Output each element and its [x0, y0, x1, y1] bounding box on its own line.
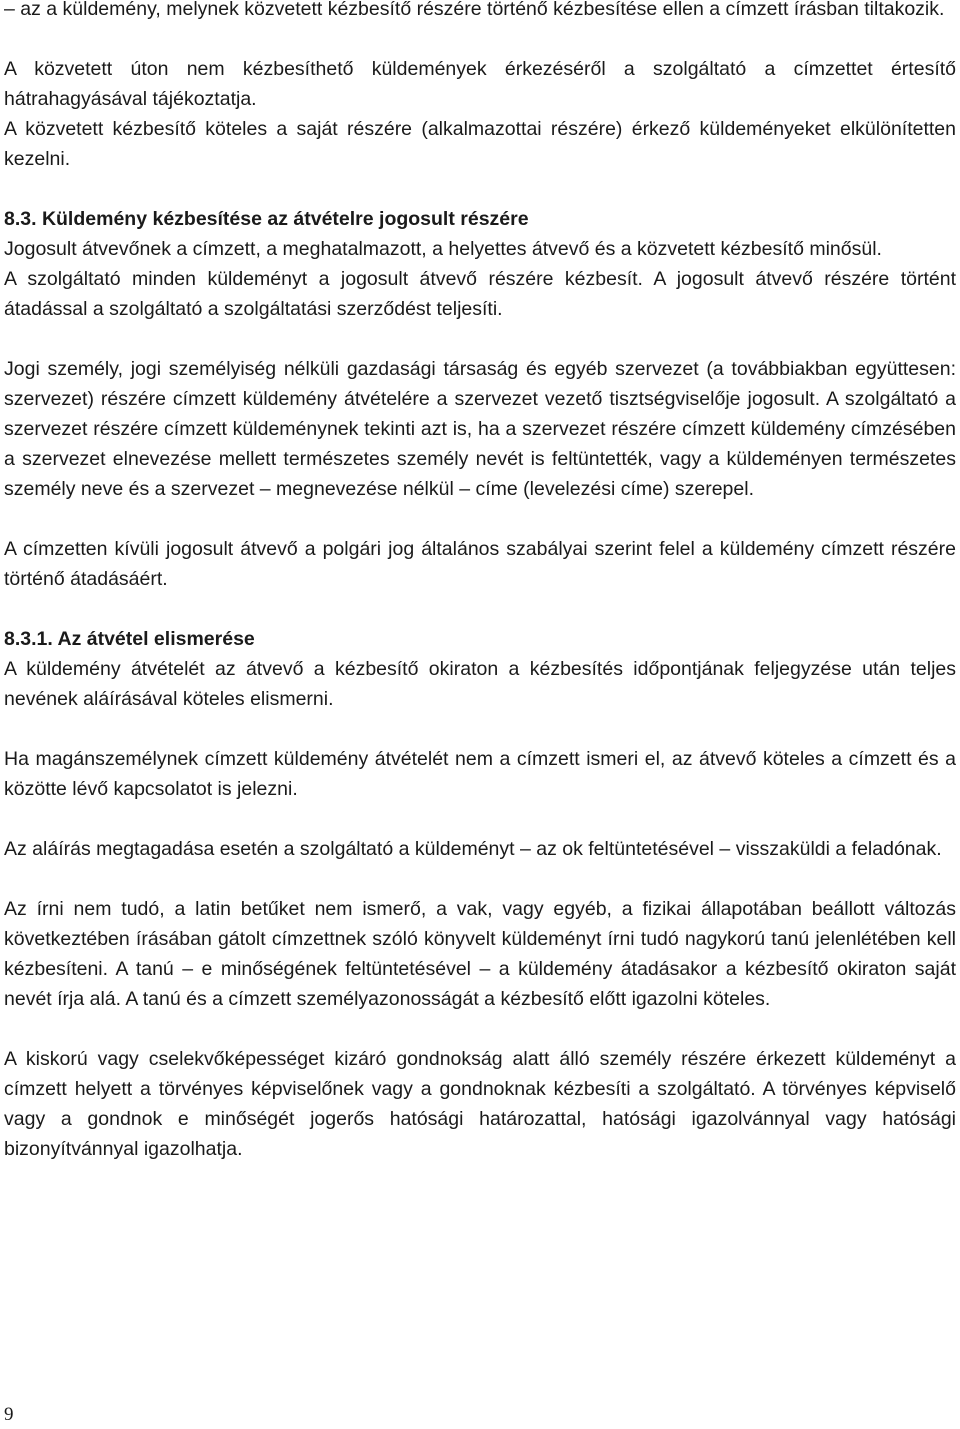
- spacer: [4, 864, 956, 894]
- paragraph: A kiskorú vagy cselekvőképességet kizáró gondnokság alatt álló személy részére érkezett küldeményt a címzett helyett a törvényes képviselőnek vagy a gondnoknak kézbesíti a szolgáltató. A törvényes képviselő vagy a gondnok e minőségét jogerős hatósági határozattal, hatósági igazolvánnyal vagy hatósági bizonyítvánnyal igazolhatja.: [4, 1048, 956, 1160]
- paragraph: Az írni nem tudó, a latin betűket nem ismerő, a vak, vagy egyéb, a fizikai állapotában beállott változás következtében írásában gátolt címzettnek szóló könyvelt küldeményt írni tudó nagykorú tanú jelenlétében kell kézbesíteni. A tanú – e minőségének feltüntetésével – a küldemény átadásakor a kézbesítő okiraton saját nevét írja alá. A tanú és a címzett személyazonosságát a kézbesítő előtt igazolni köteles.: [4, 898, 956, 1010]
- paragraph: A közvetett kézbesítő köteles a saját részére (alkalmazottai részére) érkező küldeményeket elkülönítetten kezelni.: [4, 118, 956, 170]
- section-heading-8-3: 8.3. Küldemény kézbesítése az átvételre jogosult részére: [4, 208, 529, 230]
- paragraph: A szolgáltató minden küldeményt a jogosult átvevő részére kézbesít. A jogosult átvevő részére történt átadással a szolgáltató a szolgáltatási szerződést teljesíti.: [4, 268, 956, 320]
- document-body: [4, 0, 956, 1164]
- paragraph: Jogi személy, jogi személyiség nélküli gazdasági társaság és egyéb szervezet (a továbbiakban együttesen: szervezet) részére címzett küldemény átvételére a szervezet vezető tisztségviselője jogosult. A szolgáltató a szervezet részére címzett küldeménynek tekinti azt is, ha a szervezet részére címzett küldemény címzésében a szervezet elnevezése mellett természetes személy nevét is feltüntették, vagy a küldeményen természetes személy neve és a szervezet – megnevezése nélkül – címe (levelezési címe) szerepel.: [4, 358, 956, 500]
- spacer: [4, 504, 956, 534]
- spacer: [4, 804, 956, 834]
- page-number: 9: [4, 1404, 14, 1425]
- spacer: [4, 24, 956, 54]
- spacer: [4, 1014, 956, 1044]
- spacer: [4, 174, 956, 204]
- paragraph: Ha magánszemélynek címzett küldemény átvételét nem a címzett ismeri el, az átvevő köteles a címzett és a közötte lévő kapcsolatot is jelezni.: [4, 748, 956, 800]
- spacer: [4, 714, 956, 744]
- paragraph: A küldemény átvételét az átvevő a kézbesítő okiraton a kézbesítés időpontjának feljegyzése után teljes nevének aláírásával köteles elismerni.: [4, 658, 956, 710]
- spacer: [4, 324, 956, 354]
- section-heading-8-3-1: 8.3.1. Az átvétel elismerése: [4, 628, 255, 650]
- spacer: [4, 594, 956, 624]
- paragraph-list-item: – az a küldemény, melynek közvetett kézbesítő részére történő kézbesítése ellen a címzett írásban tiltakozik.: [4, 0, 945, 20]
- paragraph: Jogosult átvevőnek a címzett, a meghatalmazott, a helyettes átvevő és a közvetett kézbesítő minősül.: [4, 238, 882, 260]
- paragraph: Az aláírás megtagadása esetén a szolgáltató a küldeményt – az ok feltüntetésével – visszaküldi a feladónak.: [4, 838, 942, 860]
- paragraph: A közvetett úton nem kézbesíthető küldemények érkezéséről a szolgáltató a címzettet értesítő hátrahagyásával tájékoztatja.: [4, 58, 956, 110]
- paragraph: A címzetten kívüli jogosult átvevő a polgári jog általános szabályai szerint felel a küldemény címzett részére történő átadásáért.: [4, 538, 956, 590]
